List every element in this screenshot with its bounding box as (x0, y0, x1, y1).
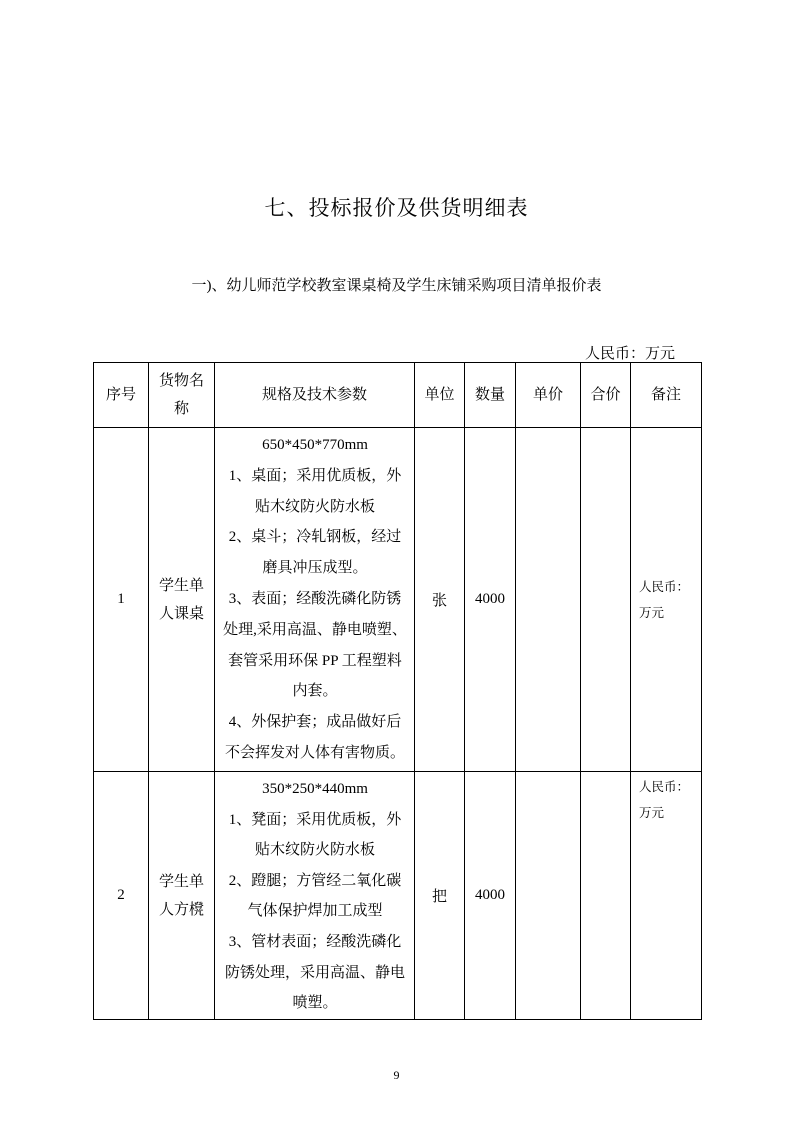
currency-note: 人民币：万元 (584, 346, 675, 362)
cell-remark (631, 772, 702, 1020)
cell-total-price (581, 772, 631, 1020)
spec-line: 喷塑。 (292, 995, 338, 1012)
goods-name-line1: 学生单 (158, 577, 204, 594)
header-goods-name-line2: 称 (173, 401, 189, 417)
table-row (94, 428, 702, 772)
remark-line2: 万元 (639, 605, 665, 620)
spec-line: 气体保护焊加工成型 (247, 903, 383, 920)
spec-line: 防锈处理，采用高温、静电 (224, 964, 405, 981)
cell-remark (631, 428, 702, 772)
cell-index: 2 (94, 772, 149, 1020)
spec-line: 650*450*770mm (262, 437, 368, 453)
header-goods-name-line1: 货物名 (158, 373, 204, 389)
cell-unit: 把 (415, 772, 465, 1020)
remark-line1: 人民币： (639, 780, 690, 794)
spec-line: 贴木纹防火防水板 (254, 842, 375, 859)
cell-index: 1 (94, 428, 149, 772)
spec-line: 3、表面；经酸洗磷化防锈 (228, 590, 402, 607)
spec-line: 处理,采用高温、静电喷塑、 (223, 621, 407, 638)
quote-table (93, 362, 702, 1020)
spec-line: 1、凳面；采用优质板，外 (228, 811, 402, 828)
cell-spec (215, 428, 415, 772)
table-row (94, 772, 702, 1020)
table-header-row (94, 363, 702, 428)
table-subtitle: 一)、幼儿师范学校教室课桌椅及学生床铺采购项目清单报价表 (191, 278, 602, 294)
cell-goods-name (149, 772, 215, 1020)
cell-spec (215, 772, 415, 1020)
header-quantity: 数量 (465, 363, 516, 428)
spec-line: 磨具冲压成型。 (262, 560, 368, 577)
cell-quantity: 4000 (465, 772, 516, 1020)
cell-unit: 张 (415, 428, 465, 772)
cell-quantity: 4000 (465, 428, 516, 772)
header-spec: 规格及技术参数 (215, 363, 415, 428)
spec-line: 2、桌斗；冷轧钢板，经过 (228, 529, 402, 546)
goods-name-line1: 学生单 (158, 873, 204, 890)
goods-name-line2: 人方櫈 (158, 901, 204, 918)
spec-line: 4、外保护套；成品做好后 (228, 714, 402, 731)
remark-line2: 万元 (639, 806, 665, 820)
goods-name-line2: 人课桌 (158, 605, 204, 622)
cell-unit-price (516, 428, 581, 772)
cell-total-price (581, 428, 631, 772)
header-unit-price: 单价 (516, 363, 581, 428)
spec-line: 不会挥发对人体有害物质。 (224, 744, 405, 761)
header-index: 序号 (94, 363, 149, 428)
spec-line: 3、管材表面；经酸洗磷化 (228, 933, 402, 950)
header-goods-name (149, 363, 215, 428)
page-title: 七、投标报价及供货明细表 (264, 196, 529, 220)
header-total-price: 合价 (581, 363, 631, 428)
remark-line1: 人民币： (639, 579, 690, 594)
cell-unit-price (516, 772, 581, 1020)
spec-line: 贴木纹防火防水板 (254, 498, 375, 515)
header-remark: 备注 (631, 363, 702, 428)
spec-line: 2、蹬腿；方管经二氧化碳 (228, 872, 402, 889)
spec-line: 350*250*440mm (262, 781, 368, 797)
spec-line: 套管采用环保 PP 工程塑料 (228, 652, 402, 669)
cell-goods-name (149, 428, 215, 772)
spec-line: 内套。 (292, 683, 338, 700)
page-number: 9 (393, 1068, 400, 1082)
spec-line: 1、桌面；采用优质板，外 (228, 467, 402, 484)
header-unit: 单位 (415, 363, 465, 428)
